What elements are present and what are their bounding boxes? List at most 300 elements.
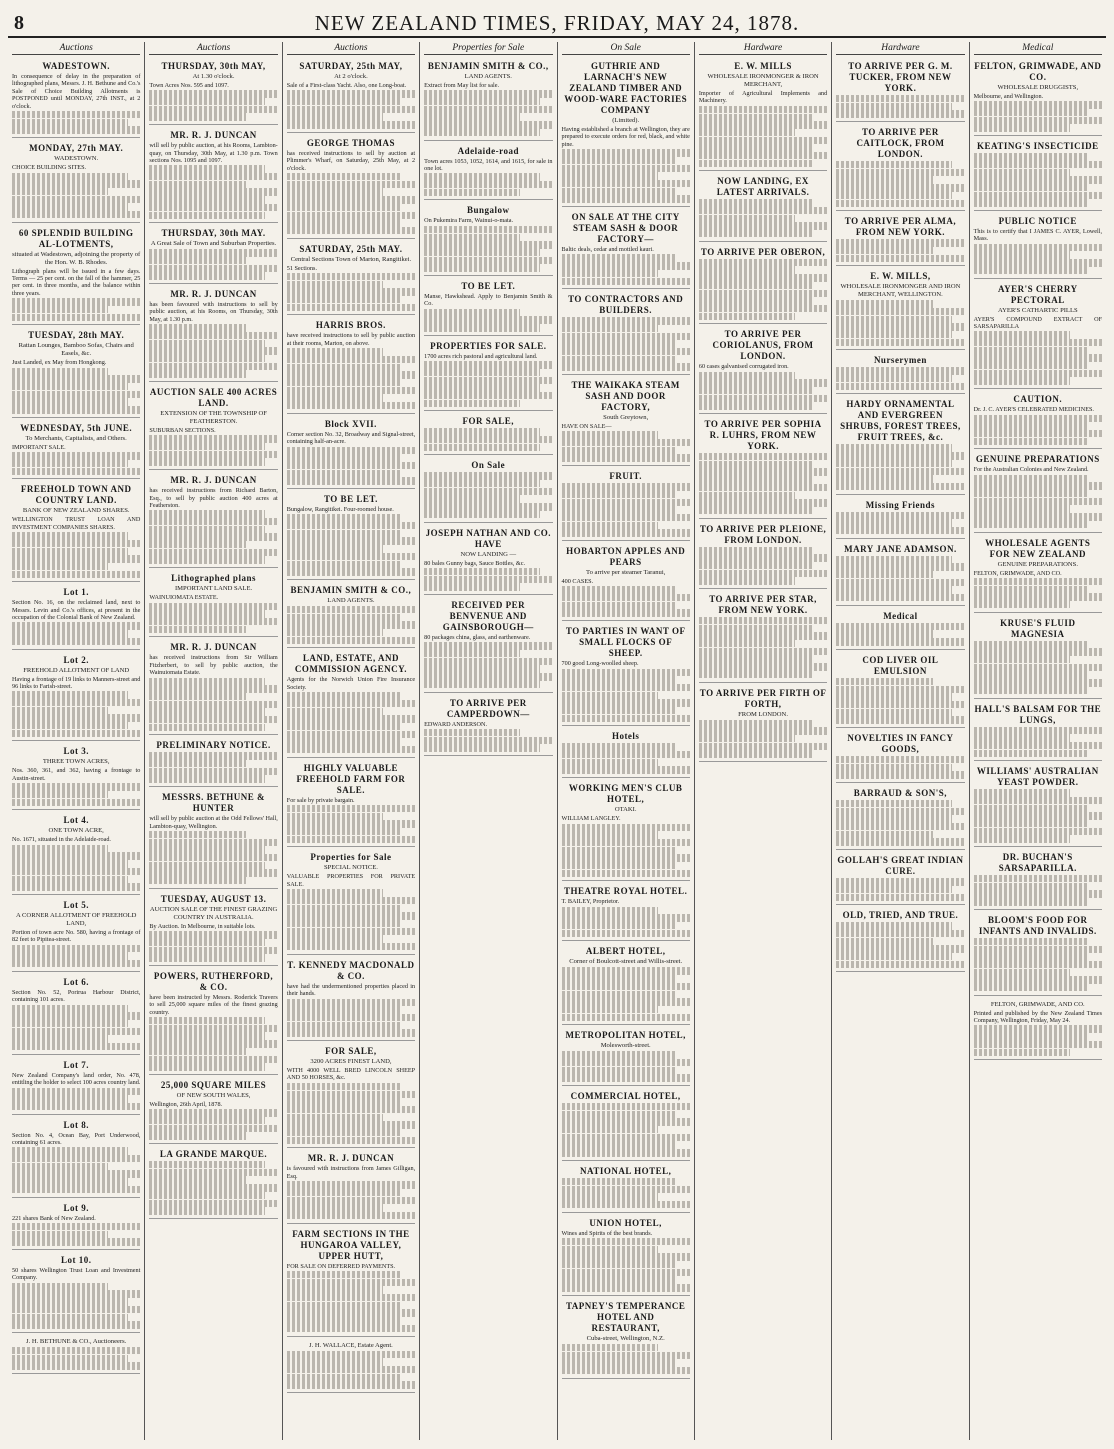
ad-subtitle: EXTENSION OF THE TOWNSHIP OF FEATHERSTON. (160, 409, 267, 425)
ad-title: KRUSE'S FLUID MAGNESIA (1000, 617, 1076, 639)
advertisement (149, 58, 277, 125)
fine-print-line (699, 499, 827, 506)
fine-print-line (149, 188, 277, 195)
ad-title: TO ARRIVE PER ALMA, FROM NEW YORK. (844, 216, 957, 238)
ad-body: HAVE ON SALE— (561, 423, 612, 430)
ad-title: RECEIVED PER BENVENUE AND GAINSBOROUGH— (442, 600, 534, 632)
fine-print-line (836, 468, 964, 475)
fine-print-line (12, 630, 128, 637)
fine-print-line (287, 181, 415, 188)
fine-print-line (424, 583, 520, 590)
fine-print-line (149, 1048, 245, 1055)
fine-print-line (287, 90, 415, 97)
fine-print-line (12, 1020, 128, 1027)
fine-print-line (12, 548, 128, 555)
fine-print-line (836, 823, 964, 830)
ad-title: MARY JANE ADAMSON. (844, 543, 957, 554)
fine-print-line (12, 1178, 128, 1185)
fine-print-line (12, 722, 128, 729)
advertisement (974, 998, 1102, 1061)
ad-title: Lot 10. (60, 1254, 92, 1265)
fine-print-line (974, 750, 1090, 757)
fine-print-line (12, 945, 140, 952)
fine-print-line (287, 402, 415, 409)
fine-print-line (974, 679, 1102, 686)
fine-print-line (149, 1169, 277, 1176)
fine-print-line (974, 742, 1102, 749)
fine-print-line (424, 361, 552, 368)
fine-print-line (699, 461, 815, 468)
ad-title: GENUINE PREPARATIONS (975, 454, 1100, 465)
fine-print-line (562, 506, 678, 513)
fine-print-line (287, 1309, 415, 1316)
advertisement (12, 420, 140, 479)
fine-print-line (974, 938, 1090, 945)
fine-print-line (424, 480, 540, 487)
fine-print-line (424, 737, 552, 744)
fine-print-line (287, 113, 383, 120)
fine-print-line (836, 460, 952, 467)
fine-print-line (974, 176, 1102, 183)
fine-print-line (836, 308, 964, 315)
advertisement (974, 615, 1102, 699)
ad-title: PROPERTIES FOR SALE. (430, 340, 547, 351)
advertisement (12, 743, 140, 810)
ad-title: On Sale (471, 460, 506, 471)
ad-title: BARRAUD & SON'S, (853, 788, 948, 798)
advertisement (836, 730, 964, 783)
ad-title: E. W. MILLS (734, 61, 792, 71)
ad-body: have had the undermentioned properties placed in their hands. (286, 982, 416, 998)
fine-print-line (699, 114, 815, 121)
ad-body: Importer of Agricultural Implements and Machinery. (698, 90, 828, 105)
fine-print-line (836, 594, 964, 601)
fine-print-line (149, 332, 277, 339)
fine-print-line (12, 960, 140, 967)
fine-print-line (562, 333, 690, 340)
advertisement (149, 1077, 277, 1144)
fine-print-line (424, 129, 540, 136)
ad-body: For sale by private bargain. (286, 796, 355, 804)
fine-print-line (287, 1279, 415, 1286)
ad-title: Adelaide-road (457, 145, 519, 156)
ad-title: Lithographed plans (171, 573, 256, 584)
ad-body: Wines and Spirits of the best brands. (561, 1229, 653, 1237)
fine-print-line (974, 438, 1090, 445)
fine-print-line (12, 1283, 108, 1290)
ad-title: TO ARRIVE PER CORIOLANUS, FROM LONDON. (712, 329, 814, 362)
fine-print-line (562, 499, 690, 506)
fine-print-line (12, 1298, 128, 1305)
ad-title: 25,000 SQUARE MILES (160, 1079, 267, 1090)
fine-print-line (836, 930, 964, 937)
fine-print-line (836, 894, 964, 901)
ad-body: New Zealand Company's land order, No. 478, entitling the holder to select 100 acres country land. (12, 1071, 141, 1087)
fine-print-line (974, 1025, 1102, 1032)
fine-print-line (287, 121, 415, 128)
fine-print-line (149, 1207, 265, 1214)
fine-print-line (562, 998, 690, 1005)
fine-print-line (836, 800, 952, 807)
fine-print-line (699, 402, 815, 409)
ad-body: Extract from May list for sale. (424, 82, 500, 89)
ad-subtitle: J. H. BETHUNE & CO., Auctioneers. (26, 1337, 127, 1345)
advertisement (287, 491, 415, 580)
fine-print-line (974, 789, 1070, 796)
advertisement (836, 497, 964, 539)
ad-title: AUCTION SALE 400 ACRES LAND. (149, 386, 278, 408)
fine-print-line (149, 1063, 265, 1070)
fine-print-line (836, 367, 964, 374)
fine-print-line (424, 428, 540, 435)
ad-title: TO PARTIES IN WANT OF SMALL FLOCKS OF SHEEP. (565, 626, 686, 659)
fine-print-line (699, 274, 827, 281)
fine-print-line (12, 1155, 140, 1162)
fine-print-line (562, 1352, 690, 1359)
fine-print-line (149, 701, 277, 708)
ad-title: HALL'S BALSAM FOR THE LUNGS, (974, 703, 1102, 725)
fine-print-line (424, 729, 520, 736)
fine-print-line (287, 545, 383, 552)
ad-subtitle: LAND AGENTS. (327, 596, 375, 604)
fine-print-line (974, 828, 1102, 835)
advertisement (836, 852, 964, 905)
fine-print-line (699, 554, 827, 561)
advertisement (424, 58, 552, 141)
advertisement (562, 291, 690, 375)
fine-print-line (287, 447, 415, 454)
fine-print-line (836, 239, 964, 246)
fine-print-line (149, 760, 245, 767)
fine-print-line (562, 522, 658, 529)
ad-title: FELTON, GRIMWADE, AND CO. (974, 61, 1102, 82)
advertisement (562, 377, 690, 466)
fine-print-line (562, 325, 658, 332)
fine-print-line (12, 1163, 108, 1170)
fine-print-line (12, 1012, 140, 1019)
fine-print-line (974, 339, 1102, 346)
advertisement (149, 1146, 277, 1219)
advertisement (974, 912, 1102, 996)
fine-print-line (836, 323, 964, 330)
fine-print-line (12, 314, 140, 321)
advertisement (562, 1163, 690, 1213)
fine-print-line (974, 578, 1102, 585)
fine-print-line (562, 983, 690, 990)
ad-subtitle: OF NEW SOUTH WALES, (176, 1091, 251, 1099)
fine-print-line (424, 511, 540, 518)
ad-body: has received instructions from Sir William Fitzherbert, to sell by public auction, the Wainuiomata Estate. (149, 654, 278, 677)
fine-print-line (12, 298, 140, 305)
fine-print-line (287, 1204, 383, 1211)
fine-print-line (12, 845, 108, 852)
fine-print-line (287, 1366, 415, 1373)
fine-print-line (149, 165, 265, 172)
fine-print-line (287, 462, 415, 469)
advertisement (287, 1339, 415, 1393)
fine-print-line (562, 1074, 690, 1081)
advertisement (699, 173, 827, 241)
ad-title: TO ARRIVE PER FIRTH OF FORTH, (699, 687, 827, 709)
ad-body: 400 CASES. (561, 577, 594, 585)
ad-title: MESSRS. BETHUNE & HUNTER (162, 792, 265, 814)
advertisement (562, 883, 690, 941)
column-4 (420, 42, 557, 1440)
advertisement (562, 543, 690, 621)
fine-print-line (149, 363, 277, 370)
advertisement (974, 138, 1102, 211)
fine-print-line (12, 1314, 128, 1321)
fine-print-line (974, 377, 1070, 384)
fine-print-line (974, 153, 1090, 160)
fine-print-line (287, 1358, 383, 1365)
fine-print-line (836, 95, 964, 102)
fine-print-line (836, 838, 964, 845)
fine-print-line (699, 476, 815, 483)
fine-print-line (562, 991, 678, 998)
fine-print-line (149, 106, 277, 113)
fine-print-line (287, 1006, 403, 1013)
fine-print-line (699, 297, 815, 304)
advertisement (699, 58, 827, 171)
fine-print-line (287, 1197, 415, 1204)
ad-body: Melbourne, and Wellington. (973, 93, 1044, 100)
fine-print-line (287, 731, 415, 738)
fine-print-line (12, 1238, 140, 1245)
fine-print-line (287, 1325, 415, 1332)
advertisement (149, 639, 277, 735)
fine-print-line (149, 265, 277, 272)
ad-subtitle: Molesworth-street. (600, 1042, 651, 1050)
advertisement (974, 391, 1102, 449)
fine-print-line (562, 759, 658, 766)
ad-title: Lot 1. (63, 587, 89, 598)
fine-print-line (149, 708, 265, 715)
fine-print-line (699, 547, 815, 554)
ad-body: Agents for the Norwich Union Fire Insurance Society. (286, 676, 416, 691)
advertisement (699, 416, 827, 519)
fine-print-line (287, 828, 403, 835)
ad-title: THURSDAY, 30th MAY, (161, 61, 266, 71)
ad-title: GUTHRIE AND LARNACH'S NEW ZEALAND TIMBER AND WOOD-WARE FACTORIES COMPANY (564, 61, 688, 115)
fine-print-line (562, 1014, 690, 1021)
fine-print-line (836, 623, 964, 630)
fine-print-line (974, 505, 1070, 512)
fine-print-line (287, 1212, 415, 1219)
ad-subtitle: GENUINE PREPARATIONS. (997, 560, 1078, 568)
fine-print-line (974, 976, 1102, 983)
ad-title: MR. R. J. DUNCAN (170, 475, 257, 486)
fine-print-line (287, 1098, 403, 1105)
fine-print-line (149, 1132, 245, 1139)
fine-print-line (562, 1201, 690, 1208)
fine-print-line (836, 483, 964, 490)
fine-print-line (287, 514, 403, 521)
advertisement (12, 652, 140, 742)
fine-print-line (836, 331, 952, 338)
advertisement (12, 897, 140, 972)
fine-print-line (562, 1344, 658, 1351)
fine-print-line (836, 563, 964, 570)
fine-print-line (424, 98, 540, 105)
fine-print-line (149, 249, 277, 256)
fine-print-line (287, 1181, 415, 1188)
ad-body: In consequence of delay in the preparation of lithographed plans, Messrs. J. H. Bethune and Co.'s Sale of Choice Building Allotments is POSTPONED until MONDAY, 27th INST., at 2 o'clock. (12, 73, 141, 110)
fine-print-line (562, 862, 678, 869)
fine-print-line (562, 363, 690, 370)
fine-print-line (562, 707, 678, 714)
ad-body: For the Australian Colonies and New Zealand. (973, 466, 1089, 474)
ad-title: THURSDAY, 30th MAY. (161, 228, 266, 239)
fine-print-line (149, 831, 245, 838)
fine-print-line (424, 681, 540, 688)
advertisement (12, 327, 140, 418)
advertisement (12, 584, 140, 649)
ad-title: BENJAMIN SMITH & CO., (290, 584, 412, 595)
fine-print-line (287, 530, 403, 537)
fine-print-line (974, 498, 1102, 505)
fine-print-line (562, 922, 678, 929)
fine-print-line (424, 495, 520, 502)
ad-title: Block XVII. (324, 418, 377, 429)
fine-print-line (699, 379, 827, 386)
fine-print-line (562, 1186, 690, 1193)
fine-print-line (974, 199, 1090, 206)
ad-subtitle: ONE TOWN ACRE, (48, 827, 104, 835)
fine-print-line (974, 812, 1102, 819)
fine-print-line (149, 626, 245, 633)
fine-print-line (699, 625, 815, 632)
section-heading: Hardware (699, 42, 827, 55)
ad-title: LA GRANDE MARQUE. (159, 1149, 268, 1160)
fine-print-line (287, 288, 415, 295)
fine-print-line (562, 1051, 678, 1058)
fine-print-line (562, 1246, 658, 1253)
fine-print-line (974, 362, 1090, 369)
fine-print-line (287, 700, 415, 707)
ad-title: PUBLIC NOTICE (998, 215, 1077, 226)
ad-subtitle: J. H. WALLACE, Estate Agent. (309, 1341, 393, 1349)
fine-print-line (974, 648, 1102, 655)
fine-print-line (424, 234, 520, 241)
advertisement (12, 1117, 140, 1198)
fine-print-line (562, 1006, 658, 1013)
fine-print-line (562, 1284, 690, 1291)
fine-print-line (149, 181, 245, 188)
fine-print-line (836, 512, 964, 519)
fine-print-line (562, 751, 690, 758)
fine-print-line (836, 678, 932, 685)
fine-print-line (287, 371, 415, 378)
ad-title: OLD, TRIED, AND TRUE. (842, 910, 959, 921)
ad-body: Manse, Hawkshead. Apply to Benjamin Smith & Co. (424, 292, 553, 308)
ad-body: WILLIAM LANGLEY. (561, 815, 621, 823)
fine-print-line (836, 586, 952, 593)
ad-title: Missing Friends (865, 499, 936, 510)
fine-print-line (149, 1056, 277, 1063)
fine-print-line (287, 356, 415, 363)
fine-print-line (562, 684, 690, 691)
fine-print-line (149, 685, 277, 692)
ad-subtitle: To arrive per steamer Taranui, (586, 568, 666, 576)
ad-body: will sell by public auction, at his Rooms, Lambton-quay, on Thursday, 30th May, at 1.30 p.m. Town sections Nos. 1095 and 1097. (149, 142, 278, 164)
fine-print-line (149, 113, 245, 120)
fine-print-line (12, 406, 140, 413)
fine-print-line (12, 1088, 140, 1095)
ad-subtitle: LAND AGENTS. (464, 73, 512, 80)
ad-title: UNION HOTEL, (589, 1217, 662, 1228)
fine-print-line (699, 305, 827, 312)
ad-body: Section No. 52, Porirua Harbour District, containing 101 acres. (12, 988, 141, 1004)
fine-print-line (699, 640, 795, 647)
fine-print-line (12, 1005, 128, 1012)
fine-print-line (12, 111, 140, 118)
ad-title: FOR SALE, (462, 416, 515, 427)
ad-body: Baltic deals, cedar and mottled kauri. (561, 246, 654, 254)
fine-print-line (287, 928, 415, 935)
fine-print-line (424, 488, 552, 495)
ad-subtitle: WHOLESALE IRONMONGER AND IRON MERCHANT, WELLINGTON. (840, 283, 961, 299)
fine-print-line (562, 1067, 678, 1074)
fine-print-line (149, 1117, 265, 1124)
advertisement (562, 1298, 690, 1379)
ad-subtitle: WHOLESALE IRONMONGER & IRON MERCHANT, (707, 73, 819, 88)
fine-print-line (836, 638, 964, 645)
ad-title: GOLLAH'S GREAT INDIAN CURE. (837, 855, 964, 877)
fine-print-line (974, 267, 1090, 274)
fine-print-line (562, 431, 658, 438)
fine-print-line (974, 820, 1090, 827)
fine-print-line (836, 255, 964, 262)
ad-subtitle: BANK OF NEW ZEALAND SHARES. (22, 507, 130, 515)
advertisement (836, 352, 964, 394)
ad-title: WEDNESDAY, 5th JUNE. (20, 422, 133, 433)
fine-print-line (149, 451, 277, 458)
ad-body: This is to certify that I JAMES C. AYER, Lowell, Mass. (973, 227, 1102, 243)
ad-title: PRELIMINARY NOTICE. (156, 740, 271, 751)
fine-print-line (974, 169, 1070, 176)
fine-print-line (974, 259, 1102, 266)
column-3 (283, 42, 420, 1440)
fine-print-line (424, 576, 552, 583)
ad-subtitle: (Limited). (612, 117, 640, 124)
section-heading: Auctions (287, 42, 415, 55)
advertisement (424, 143, 552, 201)
ad-body: Dr. J. C. AYER'S CELEBRATED MEDICINES. (973, 406, 1094, 414)
ad-title: Lot 4. (63, 815, 89, 826)
ad-subtitle: AYER'S CATHARTIC PILLS (997, 306, 1078, 314)
advertisement (12, 1057, 140, 1115)
advertisement (562, 1215, 690, 1296)
fine-print-line (562, 609, 690, 616)
fine-print-line (287, 568, 415, 575)
advertisement (974, 213, 1102, 279)
fine-print-line (149, 724, 265, 731)
fine-print-line (836, 630, 932, 637)
ad-subtitle: To Merchants, Capitalists, and Others. (25, 434, 127, 442)
advertisement (699, 244, 827, 325)
fine-print-line (974, 475, 1090, 482)
fine-print-line (836, 527, 964, 534)
fine-print-line (287, 188, 383, 195)
fine-print-line (974, 883, 1090, 890)
fine-print-line (562, 1269, 690, 1276)
advertisement (149, 570, 277, 637)
ad-body: 60 cases galvanised corrugated iron. (698, 363, 789, 371)
fine-print-line (12, 730, 140, 737)
fine-print-line (287, 1014, 415, 1021)
column-8 (970, 42, 1106, 1440)
